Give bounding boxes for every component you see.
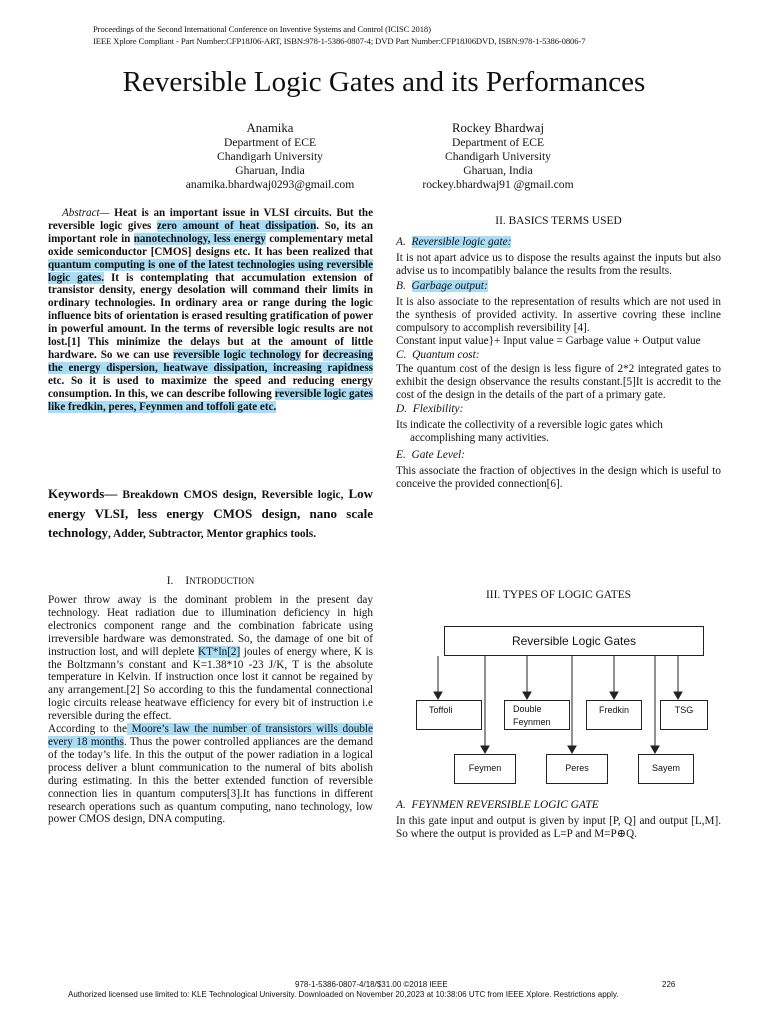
node-toffoli: Toffoli	[416, 700, 482, 730]
author-block-1	[160, 120, 380, 192]
section-title-rest: NTRODUCTION	[189, 576, 255, 586]
intro-paragraph-1	[48, 594, 373, 723]
intro-paragraph-2	[48, 723, 373, 826]
subsection-label: D.	[396, 403, 408, 416]
basics-body	[396, 235, 721, 491]
subsection-feynmen	[396, 798, 721, 812]
node-label: Double	[513, 704, 542, 714]
abstract-text: . So, its an important role in	[48, 219, 373, 245]
subsection-label: E.	[396, 448, 406, 461]
subsection-title: Quantum cost:	[412, 349, 480, 362]
body-text: According to the	[48, 723, 127, 736]
author-email[interactable]: rockey.bhardwaj91 @gmail.com	[422, 178, 574, 191]
author-place: Gharuan, India	[235, 164, 305, 177]
node-feymen: Feymen	[454, 754, 516, 784]
node-peres: Peres	[546, 754, 608, 784]
highlight: KT*ln[2]	[198, 645, 241, 658]
author-univ: Chandigarh University	[217, 150, 323, 163]
node-label: Feynmen	[513, 717, 551, 727]
subsection-label: B.	[396, 279, 406, 292]
abstract	[48, 207, 373, 414]
author-dept: Department of ECE	[451, 136, 545, 149]
author-univ: Chandigarh University	[445, 150, 551, 163]
root-node-reversible-logic-gates: Reversible Logic Gates	[444, 626, 704, 656]
abstract-text: etc. So it is used to maximize the speed and reducing energy consumption. In this, we can describe following	[48, 374, 373, 400]
subsection-label: C.	[396, 349, 407, 362]
section-number: I.	[166, 575, 174, 587]
keywords-text-large: Low energy VLSI, less energy CMOS design, nano scale technology	[48, 486, 373, 540]
subsection-label: A.	[396, 799, 406, 811]
author-place: Gharuan, India	[463, 164, 533, 177]
node-fredkin: Fredkin	[586, 700, 642, 730]
abstract-text: for	[300, 348, 323, 361]
keywords-label: Keywords—	[48, 486, 118, 501]
abstract-label: Abstract—	[62, 207, 110, 219]
author-name: Rockey Bhardwaj	[451, 121, 545, 135]
subsection-e	[396, 448, 721, 462]
keywords-text: Breakdown CMOS design, Reversible logic,	[117, 489, 349, 501]
author-dept: Department of ECE	[223, 136, 317, 149]
xplore-compliance-line: IEEE Xplore Compliant - Part Number:CFP18J06-ART, ISBN:978-1-5386-0807-4; DVD Part Number:CFP18J06DVD, ISBN:978-1-5386-0806-7	[93, 36, 586, 46]
keywords	[48, 485, 373, 544]
body-text: . Thus the power controlled appliances are the demand of the today’s life. In this the output of the power radiation in a logical process deliver a blunt communication to the numeral of bits abolish during estimating. In this the better extended function of reversible connection lies in quantum computers[3].It has functions in different research operations such as quantum computing, nano technology, low power CMOS design, DNA computing.	[48, 735, 374, 826]
subsection-title: Reversible logic gate:	[411, 236, 512, 248]
subsection-label: A.	[396, 236, 406, 248]
subsection-c	[396, 348, 721, 362]
author-email[interactable]: anamika.bhardwaj0293@gmail.com	[185, 178, 355, 191]
paper-title: Reversible Logic Gates and its Performances	[122, 66, 646, 98]
intro-body	[48, 594, 373, 826]
node-double-feynmen	[504, 700, 570, 730]
subsection-title: Flexibility:	[412, 403, 464, 416]
subsection-text: This associate the fraction of objectives in the design which is useful to conceive the provided connection[6].	[396, 464, 721, 490]
basics-heading: II. BASICS TERMS USED	[495, 215, 622, 227]
types-heading: III. TYPES OF LOGIC GATES	[485, 589, 632, 601]
node-tsg: TSG	[660, 700, 708, 730]
subsection-text: Its indicate the collectivity of a reversible logic gates which	[396, 419, 663, 432]
gate-hierarchy-diagram	[400, 620, 720, 790]
feynmen-section	[396, 798, 721, 841]
subsection-a	[396, 235, 721, 249]
subsection-title: Gate Level:	[411, 448, 465, 461]
license-line: Authorized licensed use limited to: KLE Technological University. Downloaded on November 20,2023 at 10:38:06 UTC from IEEE Xplore. Restrictions apply.	[68, 990, 619, 999]
highlight: reversible logic technology	[173, 348, 301, 361]
highlight: decreasing the energy dispersion, heatwave dissipation, increasing rapidness	[48, 348, 373, 374]
subsection-text: It is also associate to the representation of results which are not used in the synthesis of provided activity. In assertive covring these incline compulsory to accomplish reversibility [4].	[396, 295, 721, 334]
body-text: Power throw away is the dominant problem in the present day technology. Heat radiation due to illumination deficiency in high electronics component range and the combination fabricate using irreversible hardware was demonstrated. So, the damage of one bit of instruction lost, and will deplete	[48, 594, 373, 658]
node-sayem: Sayem	[638, 754, 694, 784]
equation-text: Constant input value}+ Input value = Garbage value + Output value	[396, 334, 701, 347]
author-name: Anamika	[246, 121, 294, 135]
author-block-2	[388, 120, 608, 192]
subsection-title: Garbage output:	[411, 279, 488, 292]
copyright-line: 978-1-5386-0807-4/18/$31.00 ©2018 IEEE	[295, 980, 448, 989]
subsection-title: FEYNMEN REVERSIBLE LOGIC GATE	[411, 799, 599, 811]
page-number: 226	[662, 980, 676, 989]
highlight: zero amount of heat dissipation	[156, 219, 317, 232]
highlight: nanotechnology, less energy	[133, 232, 266, 245]
abstract-text: It is contemplating that accumulation extension of transistor density, energy desolation will command their limits in ordinary technologies. In ordinary area or range during the logic influence bits of orientation is erased resulting gratification of power in powerful amount. In the terms of reversible logic results are not lost.[1] This minimize the delays but at the amount of little hardware. So we can use	[48, 271, 373, 361]
subsection-text: It is not apart advice us to dispose the results against the inputs but also advise us to incompatibly balance the results from the results.	[396, 252, 721, 277]
subsection-d	[396, 402, 721, 416]
highlight: reversible logic gates like fredkin, peres, Feynmen and toffoli gate etc.	[48, 387, 373, 413]
highlight: quantum computing is one of the latest technologies using reversible logic gates.	[48, 258, 373, 284]
subsection-text: accomplishing many activities.	[410, 432, 549, 445]
subsection-text: In this gate input and output is given by input [P, Q] and output [L,M]. So where the output is provided as L=P and M=P⊕Q.	[396, 815, 721, 840]
intro-heading	[48, 574, 373, 588]
abstract-text: Heat is an important issue in VLSI circuits. But the reversible logic gives	[48, 207, 373, 232]
keywords-text: , Adder, Subtractor, Mentor graphics tools.	[107, 528, 317, 540]
abstract-text: complementary metal oxide semiconductor [CMOS] designs etc. It has been realized that	[48, 232, 373, 258]
proceedings-line: Proceedings of the Second International Conference on Inventive Systems and Control (ICISC 2018)	[93, 24, 431, 34]
subsection-text: The quantum cost of the design is less figure of 2*2 integrated gates to exhibit the design observance the results constant.[5]It is accredit to the cost of the design in the details of the part of a primary gate.	[396, 363, 721, 402]
subsection-b	[396, 279, 721, 293]
highlight: Moore’s law the number of transistors wills double every 18 months	[48, 723, 373, 748]
section-title-cap: I	[185, 575, 190, 587]
body-text: joules of energy where, K is the Boltzmann’s constant and K=1.38*10 -23 J/K, T is the absolute temperature in Kelvin. If instruction once lost it cannot be regained by any arrangement.[2] So according to this the fundamental connectional logic circuits release heatwave efficiency for every bit of instruction i.e reversible during the effect.	[48, 645, 373, 723]
